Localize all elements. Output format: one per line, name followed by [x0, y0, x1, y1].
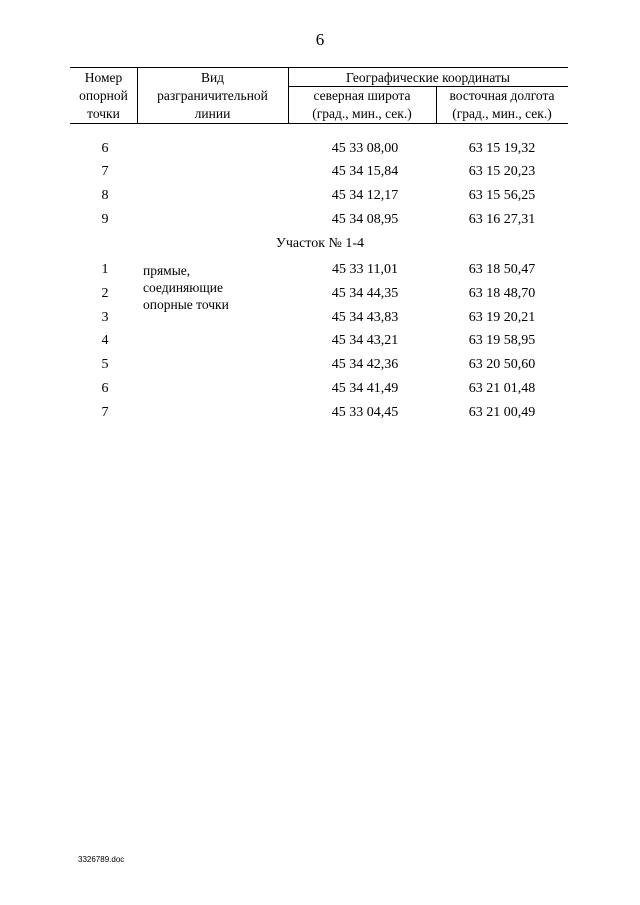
- point-number: 9: [101, 212, 109, 227]
- section-title: Участок № 1-4: [275, 236, 365, 251]
- longitude-value: 63 15 56,25: [468, 188, 536, 203]
- longitude-value: 63 19 58,95: [468, 333, 536, 348]
- longitude-value: 63 19 20,21: [468, 310, 536, 325]
- point-number: 8: [101, 188, 109, 203]
- longitude-value: 63 21 00,49: [468, 405, 536, 420]
- latitude-value: 45 33 11,01: [332, 262, 398, 277]
- header-east-longitude: [436, 87, 568, 123]
- header-text: Географические координаты: [346, 70, 510, 85]
- longitude-value: 63 21 01,48: [468, 381, 536, 396]
- point-number: 5: [101, 357, 109, 372]
- longitude-value: 63 20 50,60: [468, 357, 536, 372]
- header-geo-coords: [288, 69, 568, 87]
- header-line-type: [137, 69, 288, 123]
- latitude-value: 45 34 08,95: [331, 212, 399, 227]
- header-text: Вид: [200, 70, 225, 85]
- header-north-latitude: [288, 87, 436, 123]
- header-text: (град., мин., сек.): [312, 106, 412, 121]
- footer-file-name: 3326789.doc: [78, 855, 125, 864]
- latitude-value: 45 34 42,36: [331, 357, 399, 372]
- header-text: опорной: [79, 88, 128, 103]
- point-number: 2: [101, 286, 109, 301]
- latitude-value: 45 34 15,84: [331, 164, 399, 179]
- header-text: линии: [194, 106, 231, 121]
- point-number: 6: [101, 381, 109, 396]
- header-bottom-rule: [70, 123, 568, 124]
- longitude-value: 63 16 27,31: [468, 212, 536, 227]
- header-text: Номер: [84, 70, 123, 85]
- latitude-value: 45 34 12,17: [331, 188, 399, 203]
- latitude-value: 45 34 41,49: [331, 381, 399, 396]
- latitude-value: 45 33 08,00: [331, 141, 399, 156]
- longitude-value: 63 18 50,47: [468, 262, 536, 277]
- point-number: 1: [101, 262, 109, 277]
- line-type-text: соединяющие: [143, 280, 223, 295]
- latitude-value: 45 33 04,45: [331, 405, 399, 420]
- page-number: 6: [315, 30, 325, 49]
- line-type-description: [143, 262, 229, 313]
- latitude-value: 45 34 43,21: [331, 333, 399, 348]
- header-text: (град., мин., сек.): [452, 106, 552, 121]
- longitude-value: 63 18 48,70: [468, 286, 536, 301]
- longitude-value: 63 15 19,32: [468, 141, 536, 156]
- header-text: восточная долгота: [449, 88, 555, 103]
- header-point-number: [70, 69, 137, 123]
- table-top-rule: [70, 67, 568, 68]
- header-text: северная широта: [313, 88, 411, 103]
- point-number: 3: [101, 310, 109, 325]
- line-type-text: опорные точки: [143, 297, 229, 312]
- header-text: точки: [87, 106, 120, 121]
- latitude-value: 45 34 44,35: [331, 286, 399, 301]
- latitude-value: 45 34 43,83: [331, 310, 399, 325]
- point-number: 6: [101, 141, 109, 156]
- longitude-value: 63 15 20,23: [468, 164, 536, 179]
- point-number: 4: [101, 333, 109, 348]
- point-number: 7: [101, 405, 109, 420]
- line-type-text: прямые,: [143, 263, 191, 278]
- header-text: разграничительной: [157, 88, 268, 103]
- point-number: 7: [101, 164, 109, 179]
